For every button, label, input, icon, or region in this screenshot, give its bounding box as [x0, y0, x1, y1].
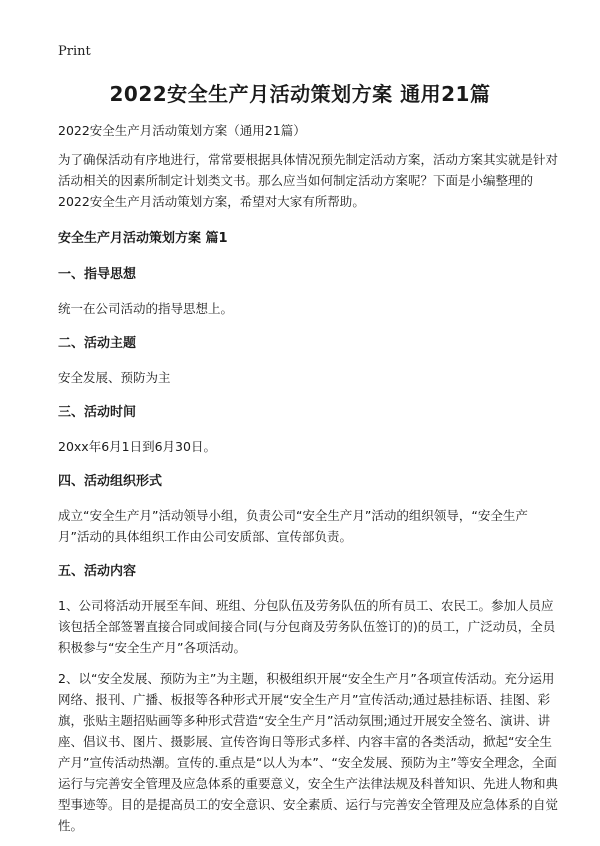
section-paragraph: 统一在公司活动的指导思想上。 [58, 301, 234, 316]
document-subtitle: 2022安全生产月活动策划方案（通用21篇） [58, 123, 306, 138]
section-heading: 五、活动内容 [58, 564, 137, 579]
section-heading: 二、活动主题 [58, 336, 137, 351]
section-paragraph: 成立“安全生产月”活动领导小组，负责公司“安全生产月”活动的组织领导，“安全生产月”活动的具体组织工作由公司安质部、宣传部负责。 [58, 508, 528, 544]
section-paragraph: 20xx年6月1日到6月30日。 [58, 439, 216, 454]
section-heading: 三、活动时间 [58, 405, 137, 420]
section-paragraph: 安全发展、预防为主 [58, 370, 171, 385]
section-paragraph: 2、以“安全发展、预防为主”为主题，积极组织开展“安全生产月”各项宣传活动。充分运用网络、报刊、广播、板报等各种形式开展“安全生产月”宣传活动;通过悬挂标语、挂图、彩旗，张贴主题招贴画等多种形式营造“安全生产月”活动氛围;通过开展安全签名、演讲、讲座、倡议书、图片、摄影展、宣传咨询日等形式多样、内容丰富的各类活动，掀起“安全生产月”宣传活动热潮。宣传的.重点是“以人为本”、“安全发展、预防为主”等安全理念，全面运行与完善安全管理及应急体系的重要意义，安全生产法律法规及科普知识、先进人物和典型事迹等。目的是提高员工的安全意识、安全素质、运行与完善安全管理及应急体系的自觉性。 [58, 671, 559, 833]
document-body [58, 120, 558, 846]
page-title: 2022安全生产月活动策划方案 通用21篇 [109, 82, 491, 106]
section-heading: 一、指导思想 [58, 267, 137, 282]
section-heading: 四、活动组织形式 [58, 474, 163, 489]
section-paragraph: 1、公司将活动开展至车间、班组、分包队伍及劳务队伍的所有员工、农民工。参加人员应该包括全部签署直接合同或间接合同(与分包商及劳务队伍签订的)的员工，广泛动员，全员积极参与“安全生产月”各项活动。 [58, 598, 556, 655]
plan-heading: 安全生产月活动策划方案 篇1 [58, 231, 228, 246]
print-label[interactable]: Print [58, 44, 91, 59]
intro-paragraph: 为了确保活动有序地进行，常常要根据具体情况预先制定活动方案，活动方案其实就是针对活动相关的因素所制定计划类文书。那么应当如何制定活动方案呢？下面是小编整理的2022安全生产月活动策划方案，希望对大家有所帮助。 [58, 152, 559, 209]
